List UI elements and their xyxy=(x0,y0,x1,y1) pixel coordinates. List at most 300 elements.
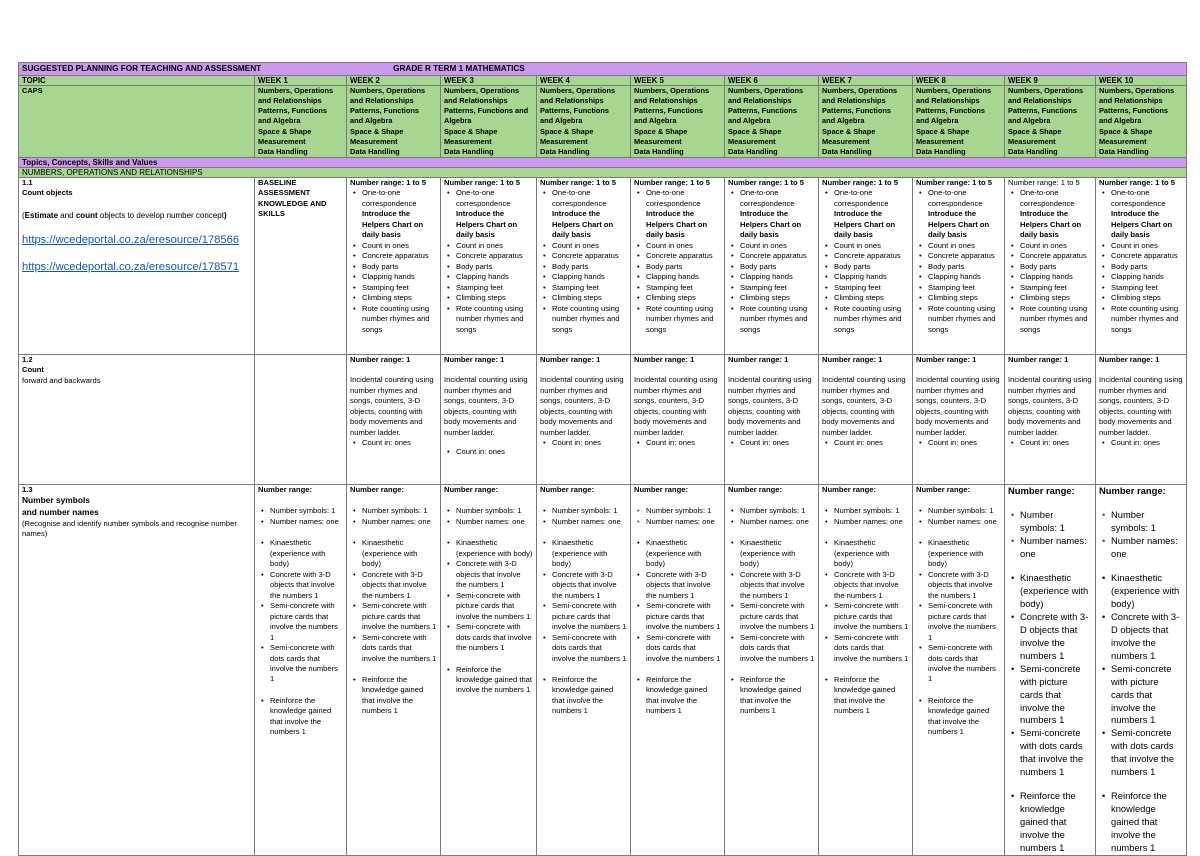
reinforce-list xyxy=(258,696,343,738)
bullet-item: • Count in: ones xyxy=(740,438,815,448)
caps-area-line: and Algebra xyxy=(1008,116,1051,126)
caps-area-line: Algebra xyxy=(444,116,472,126)
bullet-item: • Count in: ones xyxy=(646,438,721,448)
stage-list xyxy=(350,538,437,664)
number-range: Number range: 1 xyxy=(540,354,601,364)
week-cell-1-1 xyxy=(725,177,819,354)
caps-area-line: Measurement xyxy=(822,136,870,146)
bullet-item: • Kinaesthetic (experience with body) xyxy=(928,538,1001,569)
week-cell-1-3 xyxy=(255,484,347,855)
bullet-item: • Body parts xyxy=(928,262,1001,272)
topic-description: forward and backwards xyxy=(22,375,101,385)
reinforce-list xyxy=(1099,790,1183,855)
spacer xyxy=(258,685,343,696)
reinforce-list xyxy=(634,675,721,717)
symbol-list xyxy=(540,506,627,527)
topic-description xyxy=(22,210,251,221)
caps-area-line: Measurement xyxy=(728,136,776,146)
bullet-item: • One-to-one correspondence xyxy=(1020,188,1092,209)
spacer xyxy=(350,527,437,538)
bullet-item: • Concrete apparatus xyxy=(646,251,721,261)
counting-text: Incidental counting using number rhymes and songs, counters, 3-D objects, counting with body movements and number ladder. xyxy=(444,375,528,437)
caps-week-cell xyxy=(1005,86,1096,158)
bullet-item: • Semi-concrete with dots cards that involve the numbers 1 xyxy=(646,633,721,664)
week-cell-1-2 xyxy=(537,354,631,484)
bullet-item: • Number symbols: 1 xyxy=(552,506,627,516)
bullet-item: • One-to-one correspondence xyxy=(646,188,721,209)
bullet-item: • Semi-concrete with dots cards that involve the numbers 1 xyxy=(740,633,815,664)
bullet-item: • Concrete with 3-D objects that involve the numbers 1 xyxy=(1111,611,1183,663)
caps-area-line: and Relationships xyxy=(350,96,414,106)
spacer xyxy=(1099,498,1183,509)
caps-area-line: Numbers, Operations xyxy=(916,86,992,95)
bullet-item: • Reinforce the knowledge gained that involve the numbers 1 xyxy=(1111,790,1183,855)
caps-area-line: and Relationships xyxy=(822,96,886,106)
bullet-item: • Concrete with 3-D objects that involve the numbers 1 xyxy=(362,570,437,601)
week-header: WEEK 2 xyxy=(347,76,441,86)
bullet-item: • Stamping feet xyxy=(456,283,533,293)
week-cell-1-3 xyxy=(819,484,913,855)
counting-text: Incidental counting using number rhymes and songs, counters, 3-D objects, counting with body movements and number ladder. xyxy=(916,375,1000,437)
bullet-item: • Reinforce the knowledge gained that involve the numbers 1 xyxy=(928,696,1001,738)
spacer xyxy=(444,438,533,447)
week-cell-1-1 xyxy=(819,177,913,354)
stage-list xyxy=(540,538,627,664)
reinforce-list xyxy=(728,675,815,717)
bullet-item: • Semi-concrete with dots cards that involve the numbers 1 xyxy=(552,633,627,664)
caps-area-line: Patterns, Functions xyxy=(728,106,797,116)
spacer xyxy=(822,664,909,675)
caps-week-cell xyxy=(631,86,725,158)
bullet-item: • Kinaesthetic (experience with body) xyxy=(552,538,627,569)
bullet-item: • Number names: one xyxy=(928,517,1001,527)
bullet-item: • Climbing steps xyxy=(456,293,533,303)
bullet-item: • Body parts xyxy=(1020,262,1092,272)
week-cell-1-2 xyxy=(347,354,441,484)
week-cell-1-2 xyxy=(913,354,1005,484)
number-range: Number range: xyxy=(916,484,971,494)
number-range: Number range: 1 to 5 xyxy=(916,177,992,187)
bullet-item: • One-to-one correspondence xyxy=(456,188,533,209)
resource-link[interactable]: https://wcedeportal.co.za/eresource/178571 xyxy=(22,261,240,274)
counting-text: Incidental counting using number rhymes and songs, counters, 3-D objects, counting with body movements and number ladder. xyxy=(822,375,906,437)
bullet-item: • Concrete apparatus xyxy=(928,251,1001,261)
caps-area-line: Numbers, Operations xyxy=(540,86,616,95)
helpers-note: Introduce the Helpers Chart on daily basis xyxy=(928,209,990,240)
helpers-note: Introduce the Helpers Chart on daily basis xyxy=(834,209,896,240)
stage-list xyxy=(634,538,721,664)
stage-list xyxy=(1099,572,1183,780)
bullet-item: • Number names: one xyxy=(270,517,343,527)
bullet-item: • Stamping feet xyxy=(646,283,721,293)
bullet-item: • Semi-concrete with picture cards that involve the numbers 1 xyxy=(1020,663,1092,728)
number-range: Number range: 1 to 5 xyxy=(634,177,710,187)
caps-week-cell xyxy=(819,86,913,158)
bullet-item: • Climbing steps xyxy=(834,293,909,303)
caps-area-line: Space & Shape xyxy=(916,126,970,136)
topic-cell-1-2 xyxy=(19,354,255,484)
skill-list xyxy=(444,188,533,335)
helpers-note: Introduce the Helpers Chart on daily basis xyxy=(1111,209,1173,240)
bullet-item: • Reinforce the knowledge gained that involve the numbers 1 xyxy=(552,675,627,717)
week-cell-1-1 xyxy=(347,177,441,354)
and-word: and xyxy=(60,210,74,220)
caps-area-line: and Relationships xyxy=(1099,96,1163,106)
caps-area-line: Patterns, Functions xyxy=(822,106,891,116)
caps-area-line: Patterns, Functions xyxy=(1008,106,1077,116)
bullet-item: • Count in ones xyxy=(552,241,627,251)
number-range: Number range: 1 to 5 xyxy=(1099,177,1175,187)
week-header: WEEK 5 xyxy=(631,76,725,86)
bullet-item: • One-to-one correspondence xyxy=(740,188,815,209)
spacer xyxy=(540,527,627,538)
helpers-note: Introduce the Helpers Chart on daily basis xyxy=(362,209,424,240)
caps-area-line: Space & Shape xyxy=(1008,126,1062,136)
resource-link[interactable]: https://wcedeportal.co.za/eresource/178566 xyxy=(22,233,240,246)
spacer xyxy=(728,495,815,506)
caps-area-line: Measurement xyxy=(444,136,492,146)
caps-area-line: Measurement xyxy=(1008,136,1056,146)
number-range: Number range: 1 xyxy=(350,354,411,364)
bullet-item: • Concrete with 3-D objects that involve the numbers 1 xyxy=(1020,611,1092,663)
bullet-item: • Climbing steps xyxy=(646,293,721,303)
symbol-list xyxy=(728,506,815,527)
bullet-item: • Clapping hands xyxy=(1020,272,1092,282)
number-range: Number range: xyxy=(1008,484,1075,496)
bullet-item: • Clapping hands xyxy=(834,272,909,282)
count-list xyxy=(1008,438,1092,448)
symbol-list xyxy=(634,506,721,527)
caps-area-line: Numbers, Operations xyxy=(728,86,804,95)
bullet-item: • Body parts xyxy=(646,262,721,272)
bullet-item: • Kinaesthetic (experience with body) xyxy=(834,538,909,569)
number-range: Number range: xyxy=(258,484,313,494)
number-range: Number range: 1 to 5 xyxy=(728,177,804,187)
week-cell-1-2 xyxy=(725,354,819,484)
caps-area-line: Space & Shape xyxy=(350,126,404,136)
number-range: Number range: 1 xyxy=(822,354,883,364)
week-header: WEEK 4 xyxy=(537,76,631,86)
caps-area-line: and Algebra xyxy=(916,116,959,126)
bullet-item: • Semi-concrete with picture cards that involve the numbers 1 xyxy=(834,601,909,632)
title-cell xyxy=(19,63,1187,76)
bullet-item: • Kinaesthetic (experience with body) xyxy=(270,538,343,569)
week-header: WEEK 6 xyxy=(725,76,819,86)
topic-cell-1-1 xyxy=(19,177,255,354)
caps-area-line: and Algebra xyxy=(540,116,583,126)
bullet-item: • Count in: ones xyxy=(362,438,437,448)
count-list xyxy=(444,447,533,457)
bullet-item: • Semi-concrete with picture cards that involve the numbers 1 xyxy=(740,601,815,632)
bullet-item: • Concrete apparatus xyxy=(1020,251,1092,261)
caps-area-line: and Algebra xyxy=(728,116,771,126)
spacer xyxy=(634,664,721,675)
topic-title: and number names xyxy=(22,507,99,518)
number-range: Number range: 1 xyxy=(444,354,505,364)
stage-list xyxy=(258,538,343,685)
number-range: Number range: xyxy=(350,484,405,494)
caps-row xyxy=(19,86,1187,158)
caps-area-line: Space & Shape xyxy=(444,126,498,136)
caps-week-cell xyxy=(1096,86,1187,158)
bullet-item: • Semi-concrete with dots cards that involve the numbers 1 xyxy=(270,643,343,685)
caps-area-line: Data Handling xyxy=(444,146,494,156)
caps-week-cell xyxy=(725,86,819,158)
bullet-item: • Count in: ones xyxy=(1111,438,1183,448)
topic-number: 1.2 xyxy=(22,354,33,364)
bullet-item: • Body parts xyxy=(834,262,909,272)
bullet-item: • Concrete with 3-D objects that involve the numbers 1 xyxy=(928,570,1001,601)
stage-list xyxy=(916,538,1001,685)
week-cell-1-3 xyxy=(631,484,725,855)
bullet-item: • Clapping hands xyxy=(646,272,721,282)
bullet-item: • Count in: ones xyxy=(928,438,1001,448)
caps-area-line: Data Handling xyxy=(350,146,400,156)
caps-area-line: Space & Shape xyxy=(728,126,782,136)
symbol-list xyxy=(916,506,1001,527)
spacer xyxy=(1099,779,1183,790)
bullet-item: • Semi-concrete with picture cards that involve the numbers 1 xyxy=(552,601,627,632)
number-range: Number range: 1 xyxy=(916,354,977,364)
number-range: Number range: 1 xyxy=(634,354,695,364)
stage-list xyxy=(822,538,909,664)
bullet-item: • Count in ones xyxy=(834,241,909,251)
counting-text: Incidental counting using number rhymes and songs, counters, 3-D objects, counting with body movements and number ladder. xyxy=(350,375,434,437)
skill-list xyxy=(822,188,909,335)
bullet-item: • Stamping feet xyxy=(552,283,627,293)
paren: ( xyxy=(22,210,25,220)
bullet-item: • Rote counting using number rhymes and songs xyxy=(928,304,1001,335)
bullet-item: • Rote counting using number rhymes and songs xyxy=(834,304,909,335)
spacer xyxy=(444,654,533,665)
spacer xyxy=(444,527,533,538)
spacer xyxy=(916,685,1001,696)
bullet-item: • Count in ones xyxy=(740,241,815,251)
row-1-3 xyxy=(19,484,1187,855)
bullet-item: • Climbing steps xyxy=(362,293,437,303)
counting-text: Incidental counting using number rhymes and songs, counters, 3-D objects, counting with body movements and number ladder. xyxy=(1008,375,1092,437)
bullet-item: • Number names: one xyxy=(834,517,909,527)
bullet-item: • Number names: one xyxy=(1111,535,1183,561)
bullet-item: • Count in ones xyxy=(646,241,721,251)
symbol-list xyxy=(1099,509,1183,561)
symbol-list xyxy=(444,506,533,527)
bullet-item: • Stamping feet xyxy=(834,283,909,293)
caps-area-line: Data Handling xyxy=(1008,146,1058,156)
bullet-item: • Semi-concrete with picture cards that involve the numbers 1 xyxy=(646,601,721,632)
bullet-item: • Kinaesthetic (experience with body) xyxy=(362,538,437,569)
skill-list xyxy=(540,188,627,335)
bullet-item: • Rote counting using number rhymes and songs xyxy=(362,304,437,335)
caps-area-line: Measurement xyxy=(916,136,964,146)
caps-area-line: Measurement xyxy=(540,136,588,146)
symbol-list xyxy=(258,506,343,527)
caps-area-line: Data Handling xyxy=(258,146,308,156)
caps-area-line: Space & Shape xyxy=(258,126,312,136)
bullet-item: • Kinaesthetic (experience with body) xyxy=(1020,572,1092,611)
skill-list xyxy=(728,188,815,335)
bullet-item: • Number symbols: 1 xyxy=(1020,509,1092,535)
bullet-item: • Climbing steps xyxy=(1020,293,1092,303)
bullet-item: • Number names: one xyxy=(1020,535,1092,561)
bullet-item: • Semi-concrete with dots cards that involve the numbers 1 xyxy=(1111,727,1183,779)
bullet-item: • One-to-one correspondence xyxy=(928,188,1001,209)
row-1-2 xyxy=(19,354,1187,484)
caps-area-line: Data Handling xyxy=(634,146,684,156)
caps-area-line: Numbers, Operations xyxy=(1008,86,1084,95)
description-text: objects to develop number concept xyxy=(99,210,224,220)
caps-area-line: Numbers, Operations xyxy=(822,86,898,95)
bullet-item: • Reinforce the knowledge gained that involve the numbers 1 xyxy=(362,675,437,717)
caps-area-line: Numbers, Operations xyxy=(444,86,520,95)
bullet-item: • Stamping feet xyxy=(362,283,437,293)
number-range: Number range: xyxy=(1099,484,1166,496)
week-cell-1-1 xyxy=(1096,177,1187,354)
bullet-item: • Number symbols: 1 xyxy=(362,506,437,516)
bullet-item: • Reinforce the knowledge gained that involve the numbers 1 xyxy=(646,675,721,717)
bullet-item: • Concrete with 3-D objects that involve the numbers 1 xyxy=(646,570,721,601)
bullet-item: • Number names: one xyxy=(362,517,437,527)
spacer xyxy=(634,527,721,538)
number-range: Number range: 1 to 5 xyxy=(444,177,520,187)
week-cell-empty xyxy=(255,354,347,484)
topic-cell-1-3 xyxy=(19,484,255,855)
number-range: Number range: xyxy=(634,484,689,494)
bullet-item: • Semi-concrete with dots cards that involve the numbers 1 xyxy=(928,643,1001,685)
bullet-item: • Rote counting using number rhymes and songs xyxy=(1111,304,1183,335)
counting-text: Incidental counting using number rhymes and songs, counters, 3-D objects, counting with body movements and number ladder. xyxy=(540,375,624,437)
bullet-item: • Clapping hands xyxy=(928,272,1001,282)
week-cell-1-1 xyxy=(441,177,537,354)
number-range: Number range: 1 xyxy=(1099,354,1160,364)
spacer xyxy=(822,527,909,538)
caps-area-line: and Relationships xyxy=(540,96,604,106)
caps-area-line: Numbers, Operations xyxy=(350,86,426,95)
bullet-item: • Concrete apparatus xyxy=(362,251,437,261)
bullet-item: • Rote counting using number rhymes and songs xyxy=(740,304,815,335)
reinforce-list xyxy=(822,675,909,717)
bullet-item: • Concrete with 3-D objects that involve the numbers 1 xyxy=(552,570,627,601)
week-cell-1-3 xyxy=(441,484,537,855)
bullet-item: • Concrete with 3-D objects that involve the numbers 1 xyxy=(740,570,815,601)
count-list xyxy=(540,438,627,448)
bullet-item: • Body parts xyxy=(552,262,627,272)
bullet-item: • Climbing steps xyxy=(928,293,1001,303)
bullet-item: • Number symbols: 1 xyxy=(740,506,815,516)
week-cell-1-2 xyxy=(441,354,537,484)
bullet-item: • Clapping hands xyxy=(362,272,437,282)
caps-area-line: and Algebra xyxy=(822,116,865,126)
spacer xyxy=(444,495,533,506)
document-title: SUGGESTED PLANNING FOR TEACHING AND ASSESSMENT xyxy=(22,64,262,73)
caps-area-line: Measurement xyxy=(258,136,306,146)
bullet-item: • Clapping hands xyxy=(1111,272,1183,282)
caps-area-line: and Relationships xyxy=(444,96,508,106)
caps-area-line: Numbers, Operations xyxy=(1099,86,1175,95)
count-word: count xyxy=(75,210,98,220)
caps-area-line: Space & Shape xyxy=(822,126,876,136)
bullet-item: • Count in ones xyxy=(362,241,437,251)
week-header: WEEK 9 xyxy=(1005,76,1096,86)
bullet-item: • Kinaesthetic (experience with body) xyxy=(456,538,533,559)
topic-number: 1.3 xyxy=(22,484,33,494)
number-range: Number range: xyxy=(728,484,783,494)
bullet-item: • Number symbols: 1 xyxy=(456,506,533,516)
topic-description: (Recognise and identify number symbols and recognise number names) xyxy=(22,518,237,539)
bullet-item: • Concrete apparatus xyxy=(834,251,909,261)
bullet-item: • Count in ones xyxy=(456,241,533,251)
bullet-item: • Concrete apparatus xyxy=(456,251,533,261)
week-cell-1-1 xyxy=(631,177,725,354)
planning-table xyxy=(18,62,1187,856)
caps-area-line: Space & Shape xyxy=(634,126,688,136)
week-cell-1-2 xyxy=(819,354,913,484)
bullet-item: • Count in ones xyxy=(928,241,1001,251)
week-header: WEEK 1 xyxy=(255,76,347,86)
caps-week-cell xyxy=(347,86,441,158)
bullet-item: • Clapping hands xyxy=(740,272,815,282)
spacer xyxy=(728,527,815,538)
count-list xyxy=(1099,438,1183,448)
week-cell-1-3 xyxy=(913,484,1005,855)
bullet-item: • Climbing steps xyxy=(1111,293,1183,303)
caps-area-line: Patterns, Functions xyxy=(540,106,609,116)
section-row xyxy=(19,167,1187,177)
week-header: WEEK 8 xyxy=(913,76,1005,86)
bullet-item: • Number names: one xyxy=(552,517,627,527)
skill-list xyxy=(1099,188,1183,335)
bullet-item: • Semi-concrete with picture cards that involve the numbers 1 xyxy=(362,601,437,632)
grade-term-title: GRADE R TERM 1 MATHEMATICS xyxy=(393,64,525,73)
week-header: WEEK 3 xyxy=(441,76,537,86)
week-cell-1-1 xyxy=(1005,177,1096,354)
bullet-item: • Number symbols: 1 xyxy=(834,506,909,516)
spacer xyxy=(258,495,343,506)
topic-title: Count xyxy=(22,365,44,375)
baseline-cell: BASELINE ASSESSMENT KNOWLEDGE AND SKILLS xyxy=(255,177,347,354)
reinforce-list xyxy=(540,675,627,717)
header-row xyxy=(19,76,1187,86)
spacer xyxy=(350,664,437,675)
stage-list xyxy=(1008,572,1092,780)
bullet-item: • Concrete with 3-D objects that involve the numbers 1 xyxy=(834,570,909,601)
spacer xyxy=(916,495,1001,506)
count-list xyxy=(350,438,437,448)
counting-text: Incidental counting using number rhymes and songs, counters, 3-D objects, counting with body movements and number ladder. xyxy=(634,375,718,437)
bullet-item: • Number symbols: 1 xyxy=(1111,509,1183,535)
bullet-item: • Stamping feet xyxy=(1020,283,1092,293)
bullet-item: • Reinforce the knowledge gained that involve the numbers 1 xyxy=(270,696,343,738)
number-range: Number range: xyxy=(444,484,499,494)
caps-area-line: and Algebra xyxy=(350,116,393,126)
caps-area-line: Numbers, Operations xyxy=(258,86,334,95)
bullet-item: • Semi-concrete with picture cards that involve the numbers 1 xyxy=(456,591,533,622)
spacer xyxy=(1099,561,1183,572)
bullet-item: • Concrete with 3-D objects that involve the numbers 1 xyxy=(456,559,533,590)
bullet-item: • Concrete apparatus xyxy=(552,251,627,261)
caps-area-line: Patterns, Functions xyxy=(350,106,419,116)
bullet-item: • Stamping feet xyxy=(740,283,815,293)
spacer xyxy=(540,664,627,675)
caps-week-cell xyxy=(255,86,347,158)
stage-list xyxy=(728,538,815,664)
bullet-item: • One-to-one correspondence xyxy=(834,188,909,209)
bullet-item: • Number names: one xyxy=(456,517,533,527)
number-range: Number range: 1 to 5 xyxy=(822,177,898,187)
bullet-item: • Number names: one xyxy=(646,517,721,527)
reinforce-list xyxy=(916,696,1001,738)
helpers-note: Introduce the Helpers Chart on daily basis xyxy=(552,209,614,240)
